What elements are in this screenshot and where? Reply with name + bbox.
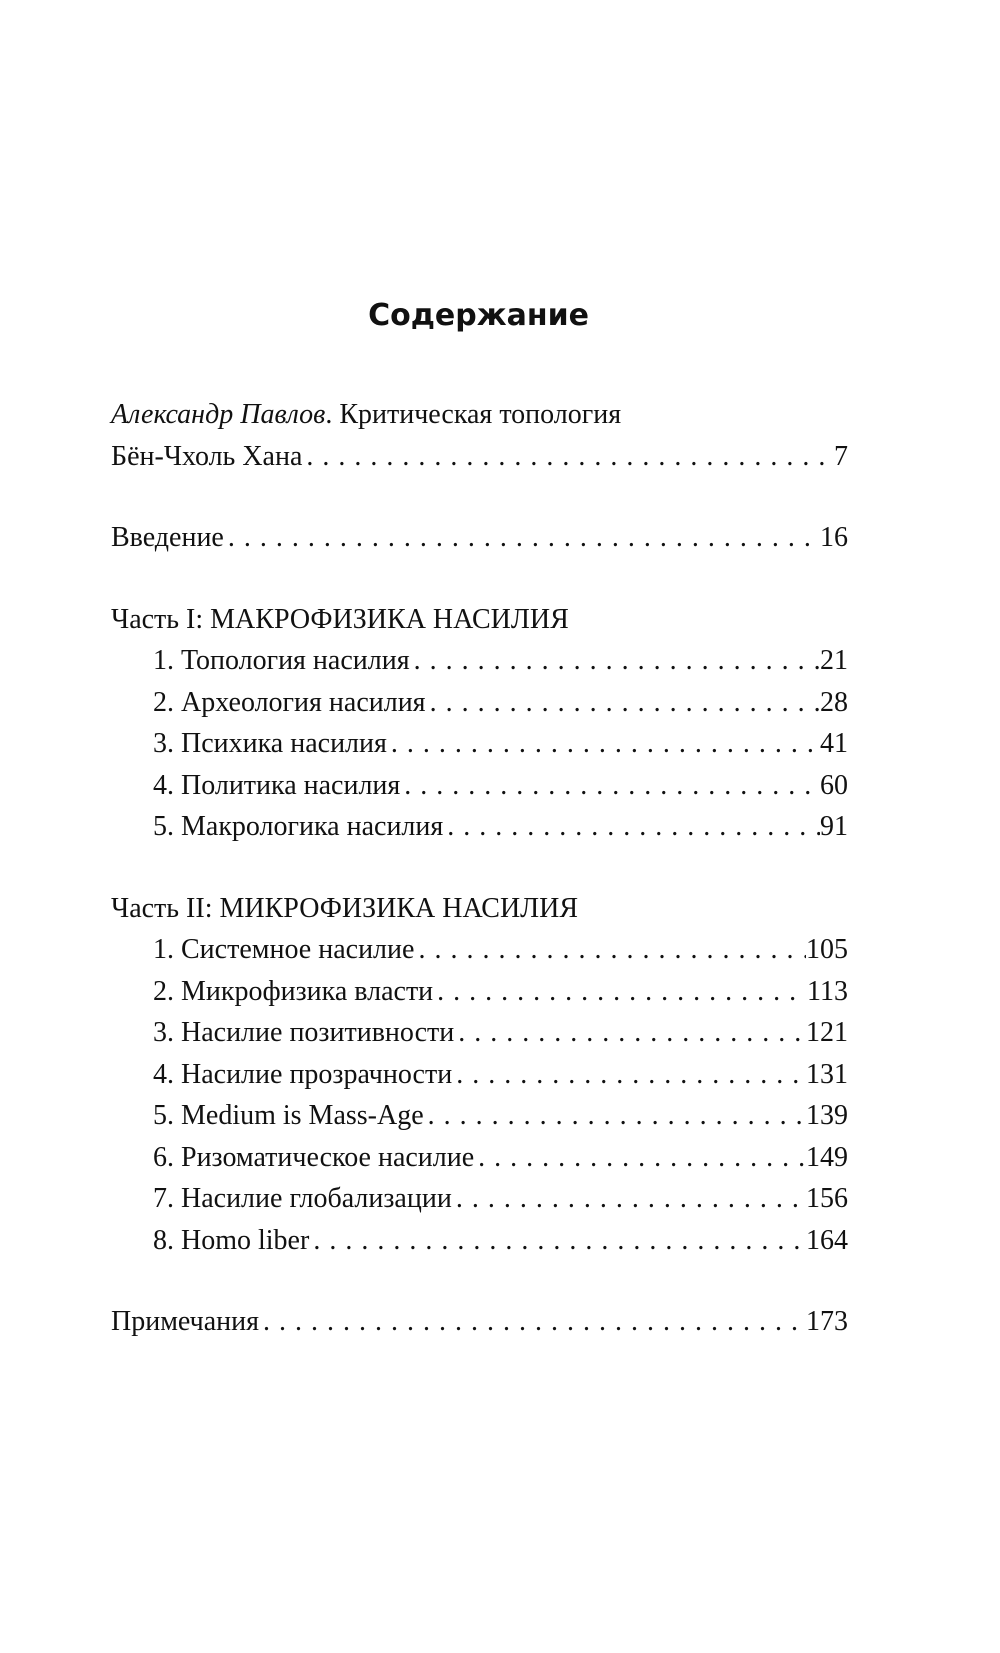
page-number: 60 [820,769,848,801]
chapter-title: 3. Насилие позитивности [153,1017,455,1048]
chapter-title: 2. Археология насилия [153,686,426,718]
page-number: 149 [806,1141,848,1173]
toc-chapter-entry [111,724,848,766]
leader-dots [443,807,820,847]
leader-dots [426,683,820,723]
page-number: 21 [820,645,848,676]
part-heading [111,889,848,931]
toc-chapter-entry [111,1096,848,1138]
page-number: 121 [806,1017,848,1048]
page-number: 173 [806,1306,848,1337]
chapter-title: 1. Системное насилие [153,934,415,965]
page-number: 105 [806,934,848,965]
page-number: 113 [807,975,848,1007]
leader-dots [452,1055,806,1095]
chapter-title: 4. Насилие прозрачности [153,1058,453,1090]
part1-chapter-list [111,641,848,849]
leader-dots [433,972,807,1012]
chapter-title: 2. Микрофизика власти [153,975,434,1007]
part-heading-text: Часть I: МАКРОФИЗИКА НАСИЛИЯ [111,603,569,635]
toc-chapter-entry [111,1013,848,1055]
leader-dots [414,930,806,970]
toc-chapter-entry [111,1055,848,1097]
toc-chapter-entry [111,972,848,1014]
part-heading [111,600,848,642]
chapter-title: 5. Макрологика насилия [153,811,444,842]
toc-chapter-entry [111,1138,848,1180]
toc-entry-preface-line1 [111,395,848,437]
leader-dots [259,1302,806,1342]
leader-dots [424,1096,806,1136]
toc-chapter-entry [111,683,848,725]
leader-dots [224,518,820,558]
page-number: 41 [820,728,848,759]
toc-entry-introduction [111,518,848,560]
page-title: Содержание [368,298,589,333]
chapter-title: 7. Насилие глобализации [153,1183,452,1214]
chapter-title: 8. Homo liber [153,1224,310,1256]
chapter-title: 1. Топология насилия [153,645,410,676]
toc-chapter-entry [111,1179,848,1221]
toc-chapter-entry [111,766,848,808]
leader-dots [452,1179,806,1219]
chapter-title: 5. Medium is Mass-Age [153,1100,424,1131]
chapter-title: 6. Ризоматическое насилие [153,1141,475,1173]
page-number: 139 [806,1100,848,1131]
table-of-contents [111,395,848,1344]
leader-dots [454,1013,806,1053]
page-number: 91 [820,811,848,842]
leader-dots [302,437,834,477]
leader-dots [474,1138,806,1178]
part-heading-text: Часть II: МИКРОФИЗИКА НАСИЛИЯ [111,892,579,924]
leader-dots [410,641,820,681]
toc-entry-notes [111,1302,848,1344]
leader-dots [309,1221,806,1261]
preface-title-line1: . Критическая топология [325,399,622,430]
toc-chapter-entry [111,1221,848,1263]
toc-entry-preface-line2 [111,437,848,479]
page-number: 16 [820,522,848,553]
leader-dots [387,724,820,764]
toc-chapter-entry [111,641,848,683]
chapter-title: 4. Политика насилия [153,769,401,801]
toc-chapter-entry [111,807,848,849]
entry-title: Примечания [111,1306,260,1337]
preface-title-line2: Бён-Чхоль Хана [111,440,303,472]
chapter-title: 3. Психика насилия [153,728,387,759]
page-number: 28 [820,686,848,718]
preface-author: Александр Павлов [111,399,326,430]
part2-chapter-list [111,930,848,1262]
page-number: 156 [806,1183,848,1214]
leader-dots [400,766,820,806]
page-number: 131 [806,1058,848,1090]
entry-title: Введение [111,522,224,553]
toc-chapter-entry [111,930,848,972]
page-number: 7 [834,440,848,472]
page-number: 164 [806,1224,848,1256]
